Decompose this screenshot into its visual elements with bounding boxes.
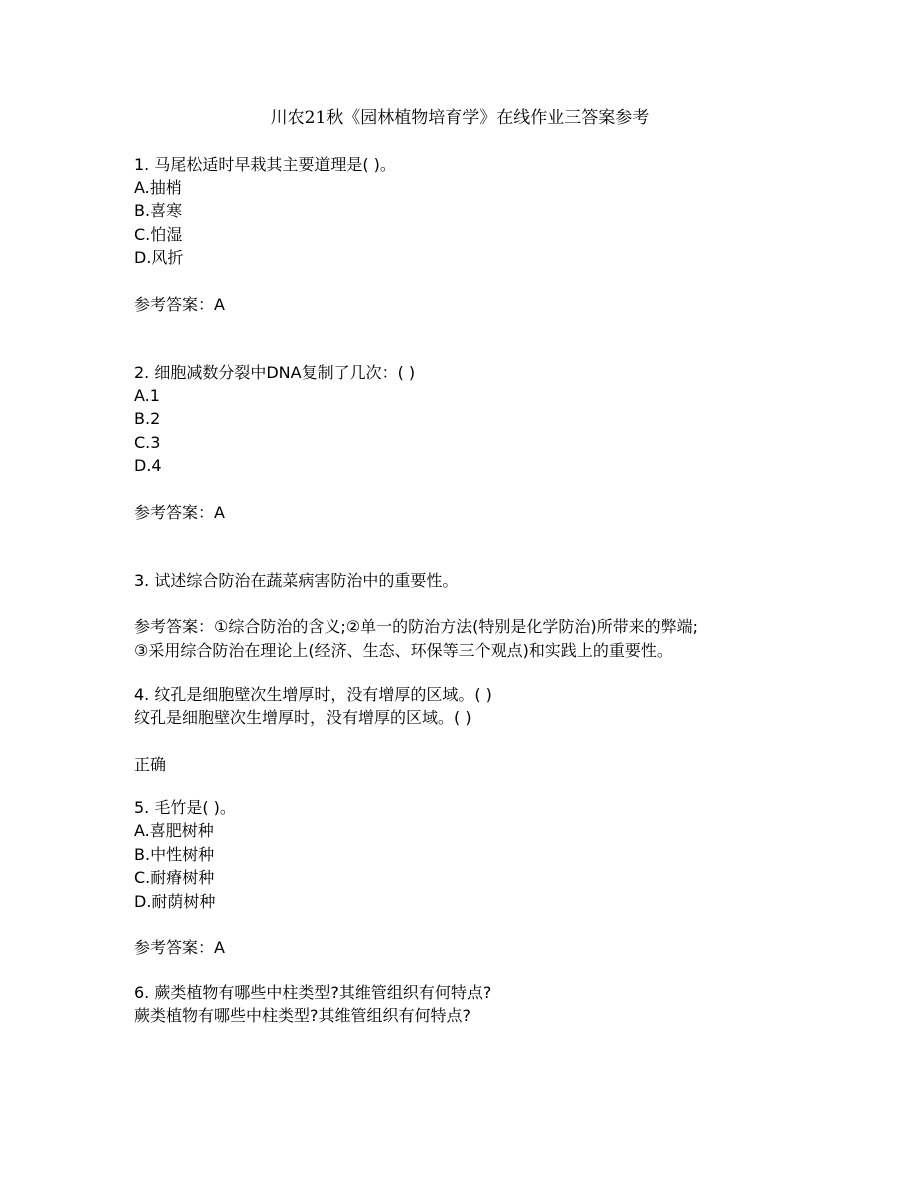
question-2-option-c: C.3 (134, 433, 161, 452)
question-3-answer-line-1: 参考答案：①综合防治的含义;②单一的防治方法(特别是化学防治)所带来的弊端; (134, 617, 698, 636)
question-1-stem: 1. 马尾松适时早栽其主要道理是( )。 (134, 155, 396, 174)
question-2-option-b: B.2 (134, 409, 161, 428)
question-5-option-d: D.耐荫树种 (134, 892, 216, 911)
question-1-option-c: C.怕湿 (134, 225, 183, 244)
question-2-answer: 参考答案：A (134, 503, 225, 522)
question-3-stem: 3. 试述综合防治在蔬菜病害防治中的重要性。 (134, 571, 459, 590)
question-6-stem-repeat: 蕨类植物有哪些中柱类型?其维管组织有何特点? (134, 1006, 471, 1025)
question-2-option-d: D.4 (134, 456, 162, 475)
question-5-option-b: B.中性树种 (134, 845, 215, 864)
question-4-stem-repeat: 纹孔是细胞壁次生增厚时，没有增厚的区域。( ) (134, 708, 472, 727)
question-1-answer: 参考答案：A (134, 295, 225, 314)
question-4-stem: 4. 纹孔是细胞壁次生增厚时，没有增厚的区域。( ) (134, 685, 492, 704)
question-3-answer-line-2: ③采用综合防治在理论上(经济、生态、环保等三个观点)和实践上的重要性。 (134, 641, 673, 660)
question-5-option-a: A.喜肥树种 (134, 821, 214, 840)
question-4-answer: 正确 (134, 755, 167, 774)
question-5-answer: 参考答案：A (134, 938, 225, 957)
question-2-stem: 2. 细胞减数分裂中DNA复制了几次：( ) (134, 363, 416, 382)
question-5-stem: 5. 毛竹是( )。 (134, 798, 236, 817)
question-1-option-b: B.喜寒 (134, 201, 183, 220)
question-2-option-a: A.1 (134, 386, 160, 405)
question-1-option-a: A.抽梢 (134, 178, 182, 197)
question-5-option-c: C.耐瘠树种 (134, 868, 215, 887)
document-title: 川农21秋《园林植物培育学》在线作业三答案参考 (270, 108, 650, 128)
question-1-option-d: D.风折 (134, 248, 184, 267)
question-6-stem: 6. 蕨类植物有哪些中柱类型?其维管组织有何特点? (134, 983, 492, 1002)
